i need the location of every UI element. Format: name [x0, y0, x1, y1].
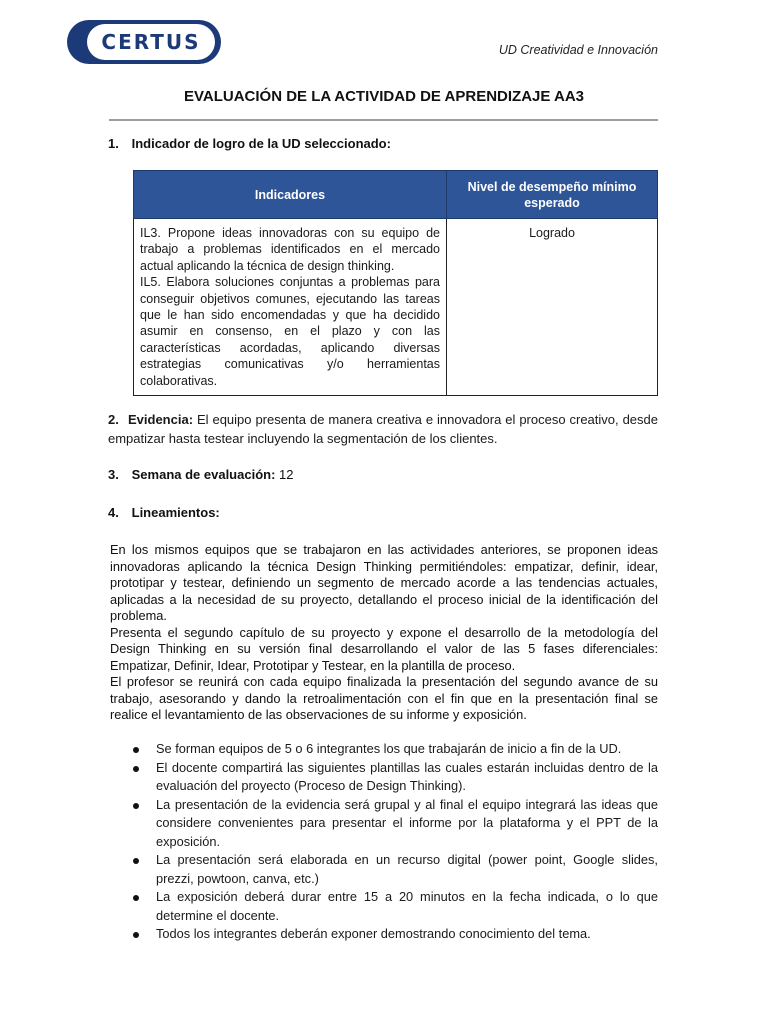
- guideline-paragraph: Presenta el segundo capítulo de su proyecto y expone el desarrollo de la metodología del Design Thinking en su versión final desarrollando el valor de las 5 fases diferenciales: Empatizar, Definir, Idear, Prototipar y Testear, en la plantilla de proceso.: [110, 624, 658, 673]
- list-item: [130, 796, 658, 852]
- list-item: [130, 759, 658, 796]
- section-label: Evidencia:: [128, 412, 194, 427]
- section-3-heading: [108, 466, 294, 484]
- section-label: Lineamientos:: [131, 505, 220, 520]
- evaluation-week-value: 12: [279, 467, 294, 482]
- section-number: 1.: [108, 136, 119, 151]
- evidence-text: El equipo presenta de manera creativa e innovadora el proceso creativo, desde empatizar hasta testear incluyendo la segmentación de los clientes.: [108, 412, 658, 446]
- bullet-icon: [133, 858, 139, 864]
- title-divider: [109, 119, 658, 121]
- level-cell: Logrado: [447, 219, 658, 396]
- bullet-text: La presentación será elaborada en un recurso digital (power point, Google slides, prezzi, powtoon, canva, etc.): [156, 852, 658, 886]
- list-item: [130, 851, 658, 888]
- guideline-paragraph: El profesor se reunirá con cada equipo finalizada la presentación del segundo avance de su trabajo, asesorando y dando la retroalimentación con el fin que en la presentación final se realice el levantamiento de las observaciones de su informe y exposición.: [110, 674, 658, 722]
- bullet-icon: [133, 932, 139, 938]
- guidelines-paragraphs: [110, 542, 658, 724]
- bullet-text: Todos los integrantes deberán exponer demostrando conocimiento del tema.: [156, 926, 591, 941]
- section-label: Indicador de logro de la UD seleccionado:: [131, 136, 391, 151]
- bullet-text: El docente compartirá las siguientes plantillas las cuales estarán incluidas dentro de la evaluación del proyecto (Proceso de Design Thinking).: [156, 759, 658, 793]
- bullet-text: Se forman equipos de 5 o 6 integrantes los que trabajarán de inicio a fin de la UD.: [156, 741, 622, 756]
- certus-logo: [67, 20, 221, 64]
- list-item: [130, 740, 658, 759]
- bullet-icon: [133, 895, 139, 901]
- bullet-text: La presentación de la evidencia será grupal y al final el equipo integrará las ideas que considere convenientes para presentar el informe por la plataforma y el PPT de la exposición.: [156, 796, 658, 849]
- section-4-heading: [108, 504, 220, 522]
- section-label: Semana de evaluación:: [131, 467, 276, 482]
- bullet-icon: [133, 766, 139, 772]
- page-title: EVALUACIÓN DE LA ACTIVIDAD DE APRENDIZAJE AA3: [183, 88, 585, 105]
- table-header-row: [134, 171, 658, 219]
- column-header-level: Nivel de desempeño mínimo esperado: [447, 171, 658, 219]
- bullet-text: La exposición deberá durar entre 15 a 20 minutos en la fecha indicada, o lo que determine el docente.: [156, 889, 658, 923]
- guidelines-bullet-list: [130, 740, 658, 944]
- unit-label: UD Creatividad e Innovación: [498, 43, 658, 57]
- table-row: [134, 219, 658, 396]
- section-number: 4.: [108, 505, 119, 520]
- indicators-table: [133, 170, 658, 396]
- indicator-il5: IL5. Elabora soluciones conjuntas a problemas para conseguir objetivos comunes, ejecutando las tareas que le han sido encomendadas y que ha decidido asumir en consenso, en el plazo y con las características acordadas, aplicando diversas estrategias comunicativas y/o herramientas colaborativas.: [140, 275, 440, 388]
- logo-text: CERTUS: [101, 30, 201, 54]
- list-item: [130, 925, 658, 944]
- indicators-cell: [134, 219, 447, 396]
- section-number: 3.: [108, 467, 119, 482]
- bullet-icon: [133, 747, 139, 753]
- bullet-icon: [133, 803, 139, 809]
- list-item: [130, 888, 658, 925]
- indicator-il3: IL3. Propone ideas innovadoras con su equipo de trabajo a problemas identificados en el mercado actual aplicando la técnica de design thinking.: [140, 226, 440, 273]
- logo-inner-pill: [87, 24, 215, 60]
- section-number: 2.: [108, 412, 119, 427]
- column-header-indicators: Indicadores: [134, 171, 447, 219]
- section-1-heading: [108, 135, 391, 153]
- guideline-paragraph: En los mismos equipos que se trabajaron en las actividades anteriores, se proponen ideas innovadoras aplicando la técnica Design Thinking permitiéndoles: empatizar, definir, idear, prototipar y testear, definiendo un segmento de mercado acorde a las tendencias actuales, aplicadas a la necesidad de su proyecto, detallando el proceso inicial de la identificación del problema.: [110, 542, 658, 623]
- section-2-evidence: [108, 410, 658, 448]
